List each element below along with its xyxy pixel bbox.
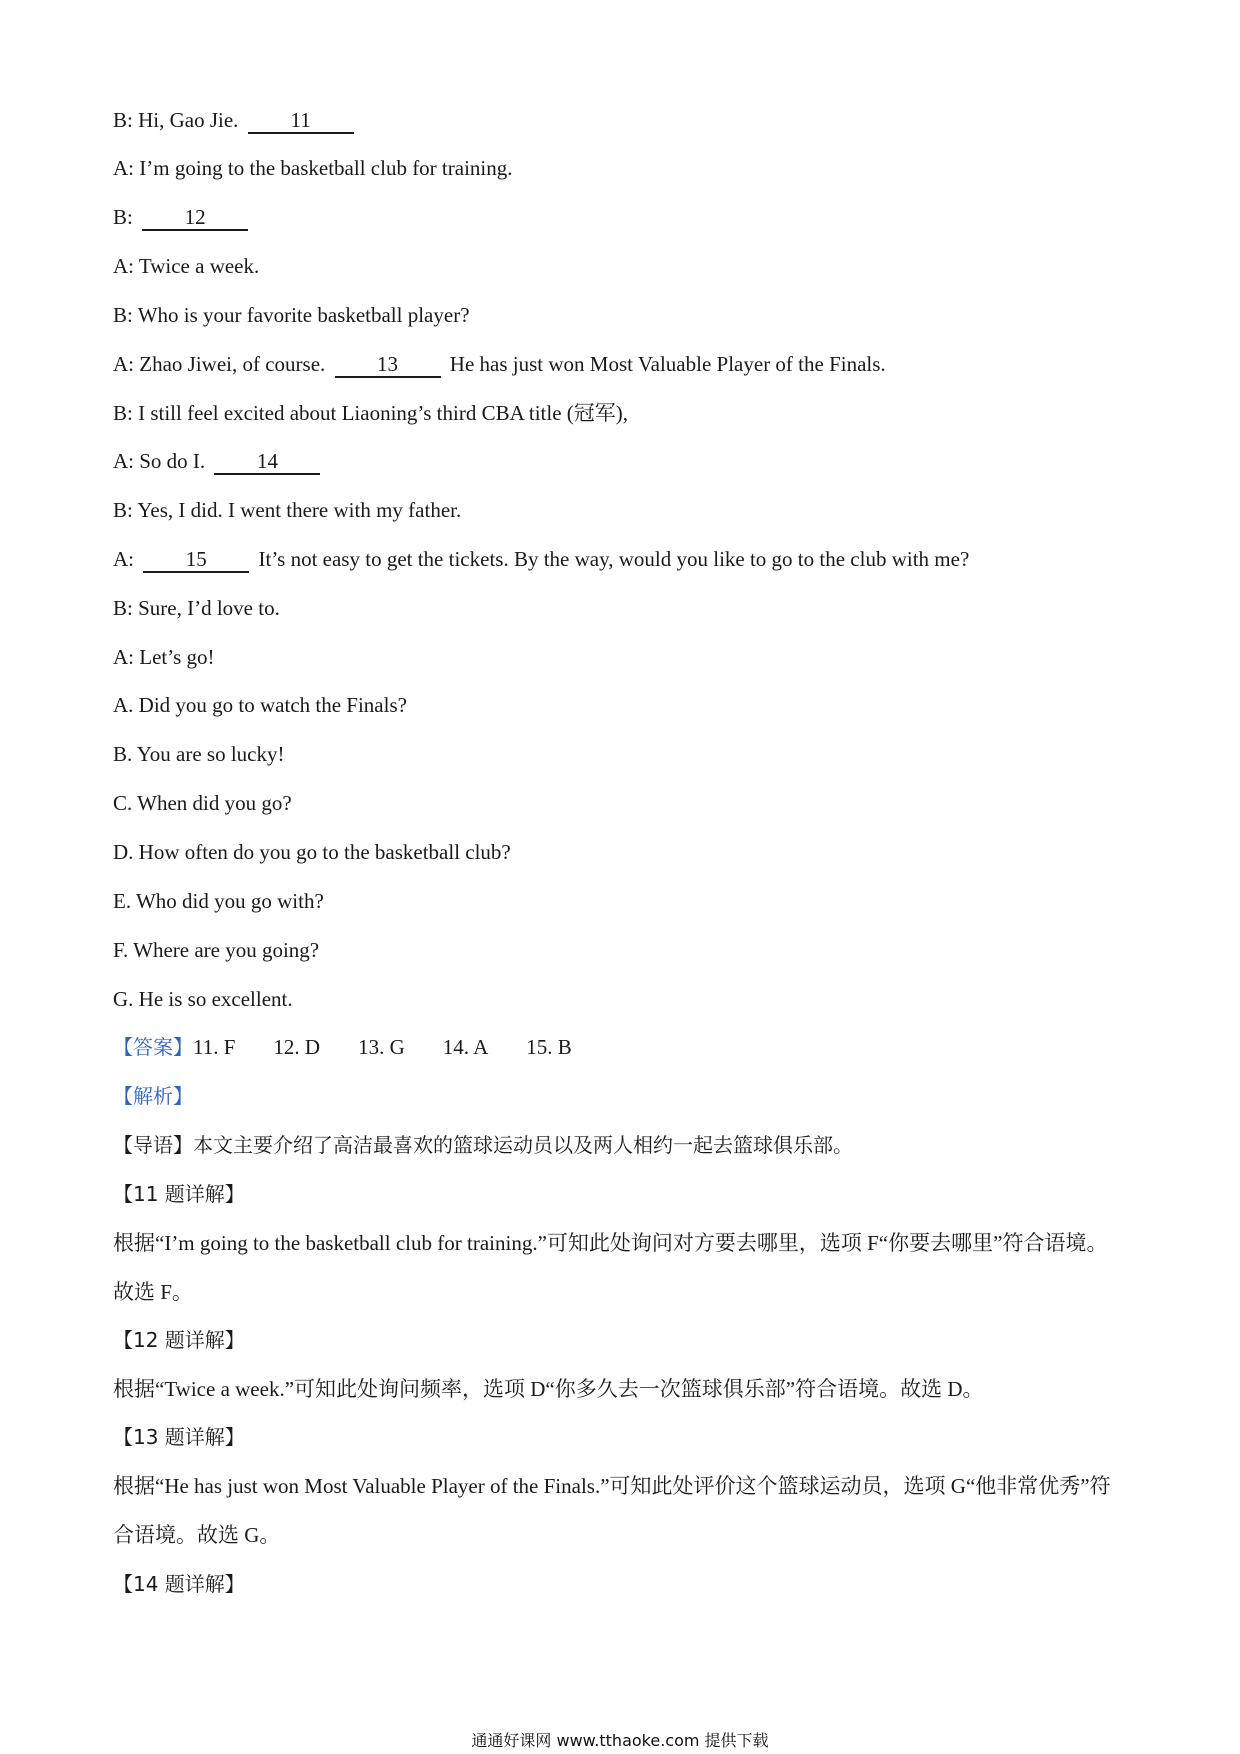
dialogue-text: So do I. xyxy=(139,449,206,473)
dialogue-text: Hi, Gao Jie. xyxy=(138,108,239,132)
option-item: G. He is so excellent. xyxy=(113,987,293,1011)
detail-text: 根据“I’m going to the basketball club for training.”可知此处询问对方要去哪里，选项 F“你要去哪里”符合语境。故选 F。 xyxy=(113,1231,1108,1304)
speaker: B: xyxy=(113,596,133,620)
answer-item: 11. F xyxy=(193,1035,236,1059)
detail-heading: 【12 题详解】 xyxy=(113,1328,245,1352)
intro-line xyxy=(113,1131,1123,1159)
answer-blank: 13 xyxy=(335,352,441,378)
detail-heading: 【13 题详解】 xyxy=(113,1425,245,1449)
option-item: D. How often do you go to the basketball club? xyxy=(113,840,511,864)
speaker: A: xyxy=(113,352,134,376)
page-footer: 通通好课网 www.tthaoke.com 提供下载 xyxy=(471,1731,769,1750)
dialogue-line xyxy=(113,545,1123,573)
speaker: B: xyxy=(113,401,133,425)
dialogue-text: Yes, I did. I went there with my father. xyxy=(137,498,462,522)
speaker: B: xyxy=(113,205,133,229)
analysis-label: 【解析】 xyxy=(113,1084,193,1108)
speaker: A: xyxy=(113,449,134,473)
dialogue-text: He has just won Most Valuable Player of the Finals. xyxy=(449,352,886,376)
speaker: B: xyxy=(113,108,133,132)
speaker: A: xyxy=(113,645,134,669)
dialogue-line xyxy=(113,399,1123,427)
dialogue-text: Let’s go! xyxy=(139,645,215,669)
answer-blank: 12 xyxy=(142,205,248,231)
dialogue-text: I’m going to the basketball club for training. xyxy=(139,156,513,180)
answer-item: 12. D xyxy=(273,1035,321,1059)
dialogue-text: It’s not easy to get the tickets. By the way, would you like to go to the club with me? xyxy=(258,547,970,571)
intro-label: 【导语】 xyxy=(113,1133,193,1157)
intro-text: 本文主要介绍了高洁最喜欢的篮球运动员以及两人相约一起去篮球俱乐部。 xyxy=(193,1133,853,1157)
answer-blank: 11 xyxy=(248,108,354,134)
answer-item: 15. B xyxy=(526,1035,572,1059)
detail-heading: 【14 题详解】 xyxy=(113,1572,245,1596)
dialogue-text: I still feel excited about Liaoning’s third CBA title (冠军), xyxy=(138,401,629,425)
detail-heading: 【11 题详解】 xyxy=(113,1182,245,1206)
dialogue-line xyxy=(113,203,1123,231)
answer-key xyxy=(113,1033,1123,1061)
option-item: E. Who did you go with? xyxy=(113,889,324,913)
dialogue-line xyxy=(113,594,1123,622)
answer-item: 13. G xyxy=(358,1035,405,1059)
dialogue-text: Who is your favorite basketball player? xyxy=(137,303,470,327)
dialogue-line xyxy=(113,252,1123,280)
dialogue-line xyxy=(113,301,1123,329)
dialogue-text: Zhao Jiwei, of course. xyxy=(139,352,326,376)
answer-blank: 14 xyxy=(214,449,320,475)
speaker: A: xyxy=(113,156,134,180)
detail-text: 根据“He has just won Most Valuable Player of the Finals.”可知此处评价这个篮球运动员，选项 G“他非常优秀”符合语境。故选 G。 xyxy=(113,1474,1111,1547)
dialogue-line xyxy=(113,496,1123,524)
dialogue-text: Twice a week. xyxy=(138,254,260,278)
dialogue-line xyxy=(113,154,1123,182)
option-item: F. Where are you going? xyxy=(113,938,320,962)
dialogue-text: Sure, I’d love to. xyxy=(138,596,280,620)
speaker: B: xyxy=(113,498,133,522)
dialogue-line xyxy=(113,643,1123,671)
option-item: C. When did you go? xyxy=(113,791,292,815)
option-item: B. You are so lucky! xyxy=(113,742,285,766)
speaker: A: xyxy=(113,547,134,571)
dialogue-line xyxy=(113,447,1123,475)
option-item: A. Did you go to watch the Finals? xyxy=(113,693,407,717)
answer-label: 【答案】 xyxy=(113,1035,193,1059)
speaker: A: xyxy=(113,254,134,278)
analysis-heading xyxy=(113,1082,1123,1110)
speaker: B: xyxy=(113,303,133,327)
answer-blank: 15 xyxy=(143,547,249,573)
dialogue-line xyxy=(113,106,1123,134)
dialogue-line xyxy=(113,350,1123,378)
answer-item: 14. A xyxy=(442,1035,489,1059)
detail-text: 根据“Twice a week.”可知此处询问频率，选项 D“你多久去一次篮球俱乐部”符合语境。故选 D。 xyxy=(113,1377,984,1401)
